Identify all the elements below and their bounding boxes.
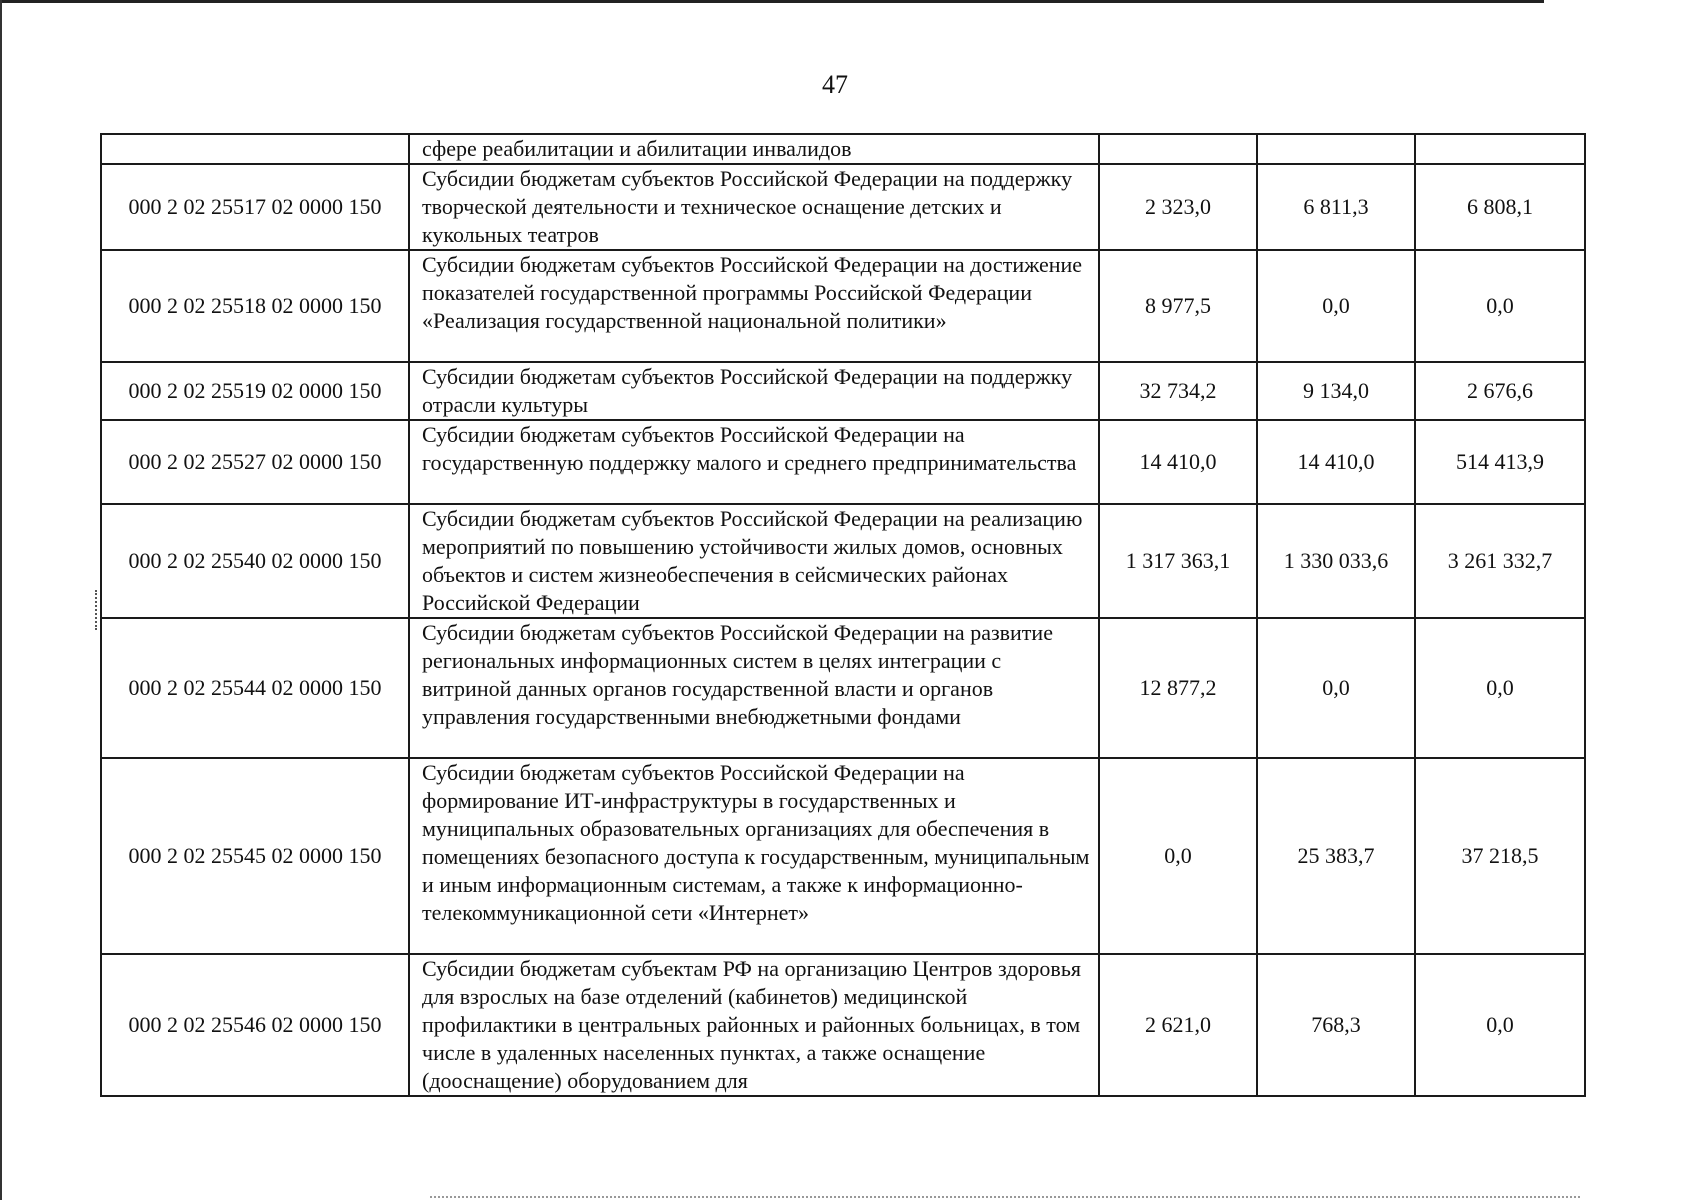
value-col-1: 0,0 xyxy=(1099,758,1257,954)
scan-top-border xyxy=(0,0,1544,3)
table-row xyxy=(101,420,1585,504)
budget-code: 000 2 02 25546 02 0000 150 xyxy=(101,954,409,1096)
value-col-1: 8 977,5 xyxy=(1099,250,1257,362)
value-col-3: 6 808,1 xyxy=(1415,164,1585,250)
value-col-3: 0,0 xyxy=(1415,954,1585,1096)
scan-bottom-line xyxy=(430,1196,1580,1198)
value-col-2: 6 811,3 xyxy=(1257,164,1415,250)
row-description: Субсидии бюджетам субъектов Российской Федерации на достижение показателей государственной программы Российской Федерации «Реализация государственной национальной политики» xyxy=(409,250,1099,362)
value-col-2: 768,3 xyxy=(1257,954,1415,1096)
value-col-2: 25 383,7 xyxy=(1257,758,1415,954)
value-col-3: 3 261 332,7 xyxy=(1415,504,1585,618)
table-row xyxy=(101,954,1585,1096)
row-description: Субсидии бюджетам субъектов Российской Федерации на развитие региональных информационных систем в целях интеграции с витриной данных органов государственной власти и органов управления государственными внебюджетными фондами xyxy=(409,618,1099,758)
budget-code: 000 2 02 25544 02 0000 150 xyxy=(101,618,409,758)
page-number: 47 xyxy=(822,70,848,99)
value-col-1: 2 323,0 xyxy=(1099,164,1257,250)
value-col-2: 0,0 xyxy=(1257,618,1415,758)
table-row xyxy=(101,250,1585,362)
table-row xyxy=(101,758,1585,954)
budget-code: 000 2 02 25545 02 0000 150 xyxy=(101,758,409,954)
table-row xyxy=(101,504,1585,618)
row-description: Субсидии бюджетам субъектов Российской Федерации на поддержку отрасли культуры xyxy=(409,362,1099,420)
value-col-1: 2 621,0 xyxy=(1099,954,1257,1096)
value-col-1: 12 877,2 xyxy=(1099,618,1257,758)
row-description: Субсидии бюджетам субъектов Российской Федерации на поддержку творческой деятельности и техническое оснащение детских и кукольных театров xyxy=(409,164,1099,250)
value-col-2 xyxy=(1257,134,1415,164)
value-col-2: 14 410,0 xyxy=(1257,420,1415,504)
budget-code: 000 2 02 25518 02 0000 150 xyxy=(101,250,409,362)
budget-code: 000 2 02 25519 02 0000 150 xyxy=(101,362,409,420)
row-description: Субсидии бюджетам субъектов Российской Федерации на реализацию мероприятий по повышению устойчивости жилых домов, основных объектов и систем жизнеобеспечения в сейсмических районах Российской Федерации xyxy=(409,504,1099,618)
value-col-3: 2 676,6 xyxy=(1415,362,1585,420)
table-row xyxy=(101,618,1585,758)
budget-code: 000 2 02 25540 02 0000 150 xyxy=(101,504,409,618)
value-col-2: 1 330 033,6 xyxy=(1257,504,1415,618)
table-row xyxy=(101,164,1585,250)
value-col-1: 1 317 363,1 xyxy=(1099,504,1257,618)
table-row xyxy=(101,134,1585,164)
scan-left-border xyxy=(0,0,2,1200)
scan-edge-marks xyxy=(95,590,100,630)
value-col-1: 14 410,0 xyxy=(1099,420,1257,504)
table-row xyxy=(101,362,1585,420)
row-description: сфере реабилитации и абилитации инвалидов xyxy=(409,134,1099,164)
row-description: Субсидии бюджетам субъектам РФ на организацию Центров здоровья для взрослых на базе отделений (кабинетов) медицинской профилактики в центральных районных и районных больницах, в том числе в удаленных населенных пунктах, а также оснащение (дооснащение) оборудованием для xyxy=(409,954,1099,1096)
value-col-1 xyxy=(1099,134,1257,164)
value-col-3: 514 413,9 xyxy=(1415,420,1585,504)
value-col-3 xyxy=(1415,134,1585,164)
budget-code xyxy=(101,134,409,164)
row-description: Субсидии бюджетам субъектов Российской Федерации на государственную поддержку малого и среднего предпринимательства xyxy=(409,420,1099,504)
value-col-3: 37 218,5 xyxy=(1415,758,1585,954)
value-col-2: 0,0 xyxy=(1257,250,1415,362)
budget-table xyxy=(100,133,1586,1097)
budget-code: 000 2 02 25527 02 0000 150 xyxy=(101,420,409,504)
budget-code: 000 2 02 25517 02 0000 150 xyxy=(101,164,409,250)
row-description: Субсидии бюджетам субъектов Российской Федерации на формирование ИТ-инфраструктуры в государственных и муниципальных образовательных организациях для обеспечения в помещениях безопасного доступа к государственным, муниципальным и иным информационным системам, а также к информационно-телекоммуникационной сети «Интернет» xyxy=(409,758,1099,954)
value-col-3: 0,0 xyxy=(1415,618,1585,758)
value-col-3: 0,0 xyxy=(1415,250,1585,362)
value-col-1: 32 734,2 xyxy=(1099,362,1257,420)
value-col-2: 9 134,0 xyxy=(1257,362,1415,420)
